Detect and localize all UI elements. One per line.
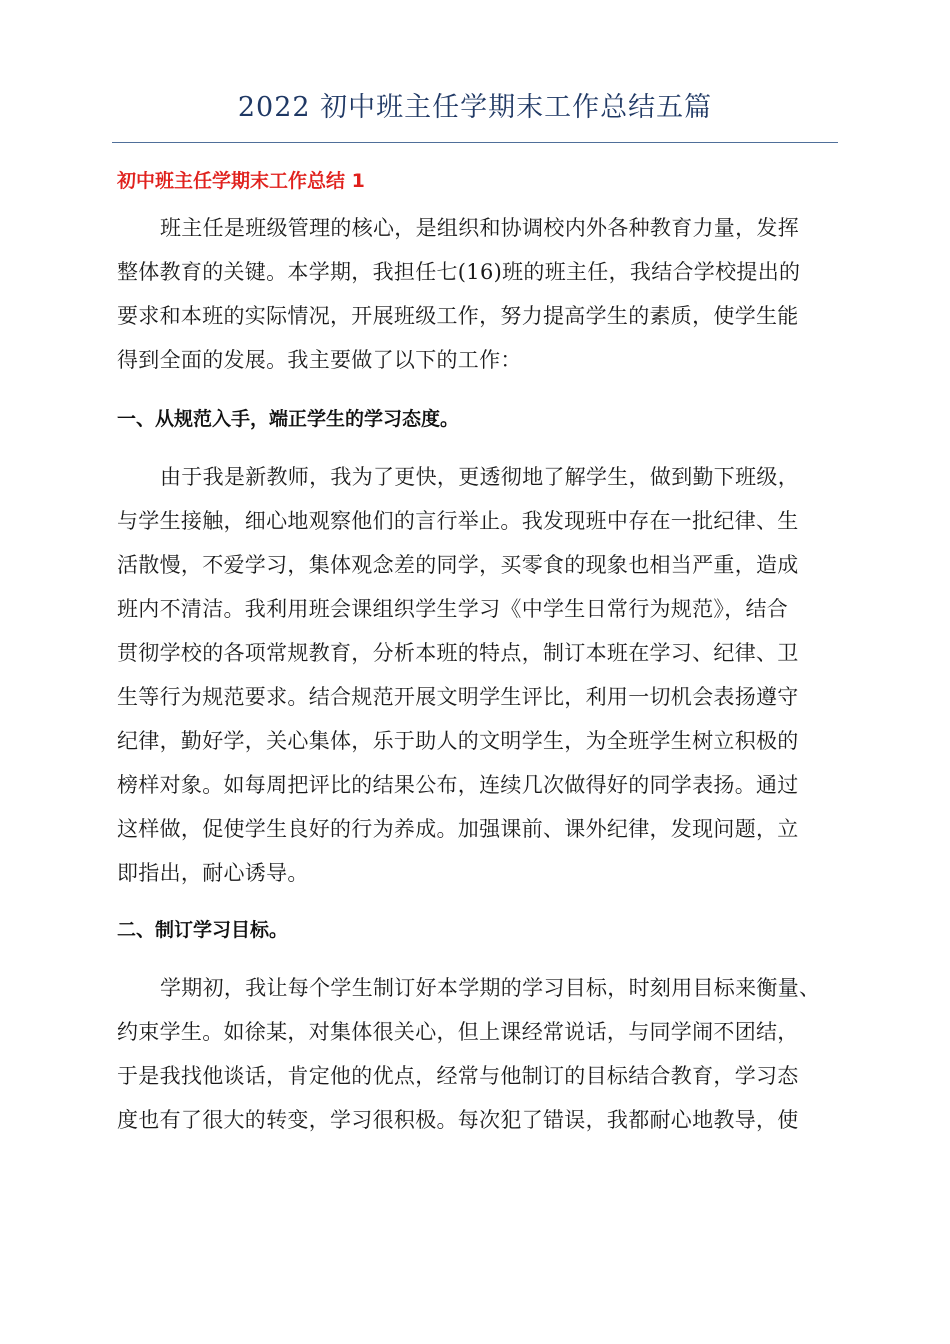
subheading-1: 一、从规范入手，端正学生的学习态度。 bbox=[117, 408, 460, 430]
paragraph2-line: 由于我是新教师，我为了更快，更透彻地了解学生，做到勤下班级， bbox=[160, 465, 799, 489]
subheading-2: 二、制订学习目标。 bbox=[117, 919, 289, 941]
paragraph1-line: 整体教育的关键。本学期，我担任七(16)班的班主任，我结合学校提出的 bbox=[117, 260, 801, 284]
paragraph1-line: 要求和本班的实际情况，开展班级工作，努力提高学生的素质，使学生能 bbox=[117, 304, 799, 328]
paragraph2-line: 即指出，耐心诱导。 bbox=[117, 861, 309, 885]
paragraph3-line: 约束学生。如徐某，对集体很关心，但上课经常说话，与同学闹不团结， bbox=[117, 1020, 799, 1044]
section-heading: 初中班主任学期末工作总结 1 bbox=[117, 170, 365, 192]
paragraph2-line: 纪律，勤好学，关心集体，乐于助人的文明学生，为全班学生树立积极的 bbox=[117, 729, 799, 753]
paragraph2-line: 榜样对象。如每周把评比的结果公布，连续几次做得好的同学表扬。通过 bbox=[117, 773, 799, 797]
paragraph2-line: 贯彻学校的各项常规教育，分析本班的特点，制订本班在学习、纪律、卫 bbox=[117, 641, 799, 665]
paragraph2-line: 与学生接触，细心地观察他们的言行举止。我发现班中存在一批纪律、生 bbox=[117, 509, 799, 533]
document-title: 2022 初中班主任学期末工作总结五篇 bbox=[237, 92, 713, 123]
paragraph3-line: 学期初，我让每个学生制订好本学期的学习目标，时刻用目标来衡量、 bbox=[160, 976, 821, 1000]
paragraph2-line: 班内不清洁。我利用班会课组织学生学习《中学生日常行为规范》，结合 bbox=[117, 597, 789, 621]
paragraph1-line: 班主任是班级管理的核心，是组织和协调校内外各种教育力量，发挥 bbox=[160, 216, 799, 240]
paragraph3-line: 度也有了很大的转变，学习很积极。每次犯了错误，我都耐心地教导，使 bbox=[117, 1108, 799, 1132]
paragraph2-line: 这样做，促使学生良好的行为养成。加强课前、课外纪律，发现问题，立 bbox=[117, 817, 799, 841]
paragraph1-line: 得到全面的发展。我主要做了以下的工作： bbox=[117, 348, 522, 372]
title-divider bbox=[112, 142, 838, 143]
paragraph3-line: 于是我找他谈话，肯定他的优点，经常与他制订的目标结合教育，学习态 bbox=[117, 1064, 799, 1088]
paragraph2-line: 活散慢，不爱学习，集体观念差的同学，买零食的现象也相当严重，造成 bbox=[117, 553, 799, 577]
paragraph2-line: 生等行为规范要求。结合规范开展文明学生评比，利用一切机会表扬遵守 bbox=[117, 685, 799, 709]
